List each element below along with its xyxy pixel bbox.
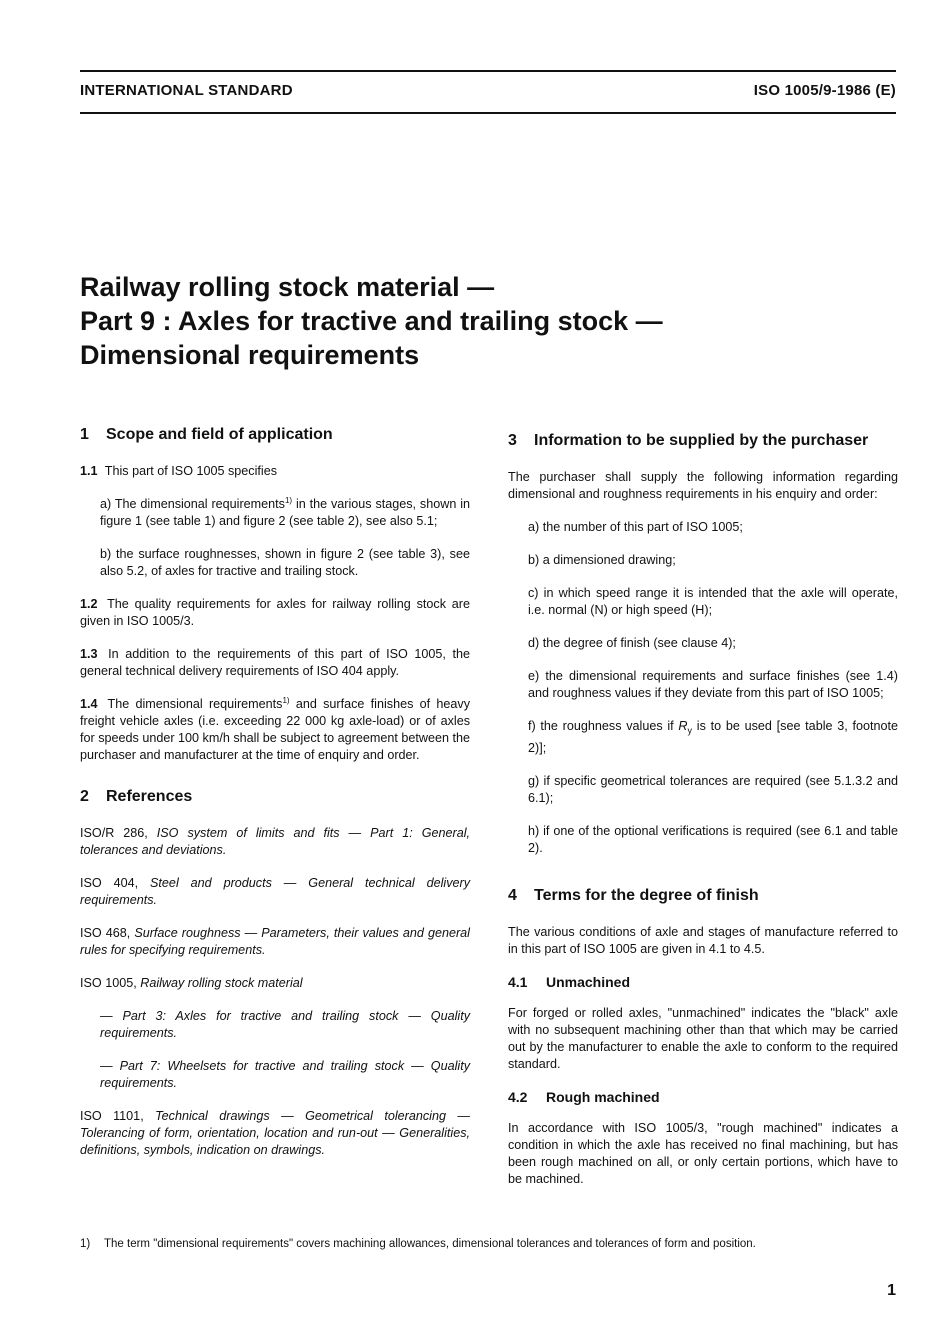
item-3-d: d) the degree of finish (see clause 4); [528,636,736,650]
item-3-f: f) the roughness values if $R_y$ is to be used [see table 3, footnote 2)]; [528,719,898,755]
section-3-intro: The purchaser shall supply the following information regarding dimensional and roughness requirements in his enquiry and order: [508,470,898,501]
header-rule [80,112,896,114]
page-number: 1 [887,1282,896,1299]
section-4-intro: The various conditions of axle and stages of manufacture referred to in this part of ISO 1005 are given in 4.1 to 4.5. [508,924,898,956]
page-title [80,270,663,372]
reference-iso-1005-part-3: — Part 3: Axles for tractive and trailing stock — Quality requirements. [100,1009,470,1040]
reference-iso-1005-part-7: — Part 7: Wheelsets for tractive and trailing stock — Quality requirements. [100,1059,470,1090]
clause-1-1-b: b) the surface roughnesses, shown in figure 2 (see table 3), see also 5.2, of axles for tractive and trailing stock. [100,547,470,578]
section-4-1-heading: 4.1 Unmachined [508,973,631,990]
reference-iso-404: ISO 404, Steel and products — General technical delivery requirements. [80,876,470,907]
section-4-heading: 4 Terms for the degree of finish [508,886,759,904]
section-4-2-text: In accordance with ISO 1005/3, "rough machined" indicates a condition in which the axle has received no final machining, but has been rough machined on all, or only certain portions, which have to be machined. [508,1120,898,1186]
section-1-heading: 1 Scope and field of application [80,426,333,443]
item-3-e: e) the dimensional requirements and surface finishes (see 1.4) and roughness values if they deviate from this part of ISO 1005; [528,669,898,700]
section-2-heading: 2 References [80,788,193,805]
reference-iso-468: ISO 468, Surface roughness — Parameters, their values and general rules for specifying requirements. [80,926,470,957]
reference-iso-1005: ISO 1005, Railway rolling stock material [80,976,303,990]
clause-1-4: 1.4 The dimensional requirements$^{1)}$ and surface finishes of heavy freight vehicle axles (i.e. exceeding 22 000 kg axle-load) or of axles for speeds under 100 km/h shall be subject to agreement between the purchaser and manufacturer at the time of enquiry and order. [80,695,470,762]
header-right: ISO 1005/9-1986 (E) [753,82,896,99]
title-line-2: Part 9 : Axles for tractive and trailing stock — [80,306,663,336]
section-3-heading: 3 Information to be supplied by the purchaser [508,432,869,449]
clause-1-2: 1.2 The quality requirements for axles for railway rolling stock are given in ISO 1005/3. [80,597,470,628]
reference-iso-r-286: ISO/R 286, ISO system of limits and fits — Part 1: General, tolerances and deviations. [80,826,470,857]
clause-1-1: 1.1 This part of ISO 1005 specifies [80,464,277,478]
title-line-3: Dimensional requirements [80,340,420,370]
item-3-c: c) in which speed range it is intended that the axle will operate, i.e. normal (N) or high speed (H); [528,586,898,617]
item-3-a: a) the number of this part of ISO 1005; [528,520,743,534]
clause-1-1-a: a) The dimensional requirements$^{1)}$ in the various stages, shown in figure 1 (see table 1) and figure 2 (see table 2), see also 5.1; [100,495,470,528]
footnote: 1) The term "dimensional requirements" covers machining allowances, dimensional tolerances and tolerances of form and position. [80,1238,756,1250]
top-rule [80,70,896,72]
left-column [80,426,470,1175]
right-column [508,432,898,1204]
item-3-g: g) if specific geometrical tolerances are required (see 5.1.3.2 and 6.1); [528,773,898,805]
item-3-b: b) a dimensioned drawing; [528,553,676,567]
reference-iso-1101: ISO 1101, Technical drawings — Geometrical tolerancing — Tolerancing of form, orientation, location and run-out — Generalities, definitions, symbols, indication on drawings. [80,1109,470,1157]
item-3-h: h) if one of the optional verifications is required (see 6.1 and table 2). [528,823,898,855]
title-line-1: Railway rolling stock material — [80,272,495,302]
clause-1-3: 1.3 In addition to the requirements of this part of ISO 1005, the general technical delivery requirements of ISO 404 apply. [80,647,471,678]
section-4-1-text: For forged or rolled axles, "unmachined" indicates the "black" axle with no subsequent machining other than that which may be carried out by the manufacturer to enable the axle to conform to the required standard. [508,1005,898,1071]
header-left: INTERNATIONAL STANDARD [80,82,293,99]
section-4-2-heading: 4.2 Rough machined [508,1088,660,1105]
